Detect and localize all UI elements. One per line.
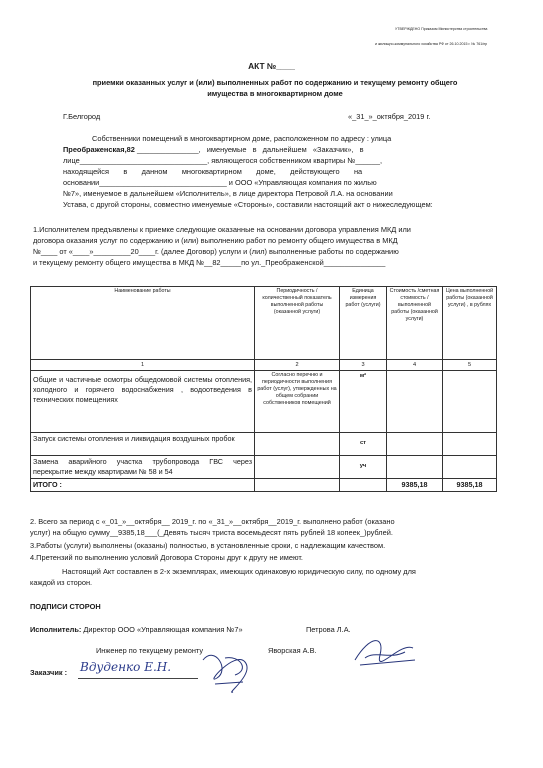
intro-line-4: находящейся в данном многоквартирном доме, действующего на [63, 167, 363, 176]
total-cost: 9385,18 [387, 479, 443, 492]
work-name: Замена аварийного участка трубопровода ГВС через перекрытие между квартирами № 58 и 54 [31, 456, 255, 479]
work-periodicity: Согласно перечню и периодичности выполнения работ (услуг), утвержденных на общем собрании собственников помещений [255, 371, 340, 433]
city: Г.Белгород [63, 112, 101, 121]
intro-line-2: Преображенская,82 _______________, именуемые в дальнейшем «Заказчик», в [63, 145, 364, 154]
customer-signature-line [78, 678, 198, 679]
table-row [31, 433, 497, 456]
clause2-line-1: 2. Всего за период с «_01_»__октября__ 2019_г. по «_31_»__октября__2019_г. выполнено работ (оказано [30, 517, 395, 526]
table-total-row [31, 479, 497, 492]
work-unit: м² [340, 371, 387, 433]
header-unit: Единица измерения работ (услуги) [340, 287, 387, 360]
work-price [443, 371, 497, 433]
table-row [31, 456, 497, 479]
intro-line-1: Собственники помещений в многоквартирном доме, расположенном по адресу : улица [92, 134, 392, 143]
clause1-line-2: договора оказания услуг по содержанию и (или) выполнению работ по ремонту общего имущества в МКД [33, 236, 398, 245]
work-price [443, 456, 497, 479]
intro-line-6: №7», именуемое в дальнейшем «Исполнитель», в лице директора Петровой Л.А. на основании [63, 189, 393, 198]
header-price: Цена выполненной работы (оказанной услуги) , в рублях [443, 287, 497, 360]
signature-scribble-director [345, 630, 425, 670]
act-subtitle-1: приемки оказанных услуг и (или) выполненных работ по содержанию и текущему ремонту общего [92, 78, 458, 87]
clause1-line-3: №____ от «____»_________20____г. (далее Договор) услуги и (лил) выполненные работы по содержанию [33, 247, 399, 256]
executor-text: Директор ООО «Управляющая компания №7» [83, 625, 243, 634]
work-periodicity [255, 433, 340, 456]
total-label: ИТОГО : [31, 479, 255, 492]
work-unit: ст [340, 433, 387, 456]
executor-line [30, 625, 243, 636]
clause2-line-2: услуг) на общую сумму__9385,18___(_Девять тысяч триста восемьдесят пять рублей 18 копеек_)рублей. [30, 528, 393, 537]
engineer-name: Яворская А.В. [268, 646, 317, 655]
table-header-row [31, 287, 497, 360]
clause4: 4.Претензий по выполнению условий Договора Стороны друг к другу не имеют. [30, 553, 303, 562]
work-name: Запуск системы отопления и ликвидация воздушных пробок [31, 433, 255, 456]
executor-label: Исполнитель: [30, 625, 82, 634]
closing-line-1: Настоящий Акт составлен в 2-х экземплярах, имеющих одинаковую юридическую силу, по одному для [62, 567, 416, 576]
works-table [30, 286, 497, 492]
work-periodicity [255, 456, 340, 479]
clause1-line-4: и текущему ремонту общего имущества в МКД №__82_____по ул._Преображенской_______________ [33, 258, 386, 267]
total-price: 9385,18 [443, 479, 497, 492]
clause1-line-1: 1.Исполнителем предъявлены к приемке следующие оказанные на основании договора управления МКД или [33, 225, 411, 234]
executor-name: Петрова Л.А. [306, 625, 351, 634]
intro-line-7: Устава, с другой стороны, совместно именуемые «Стороны», составили настоящий акт о нижеследующем: [63, 200, 433, 209]
work-price [443, 433, 497, 456]
approval-line-1: УТВЕРЖДЕНО Приказом Министерства строительства [395, 27, 488, 31]
act-title: АКТ №____ [248, 61, 295, 71]
header-work-name: Наименование работы [31, 287, 255, 360]
table-row [31, 371, 497, 433]
signature-scribble-engineer [195, 640, 275, 700]
intro-line-5: основании_______________________________ и ООО «Управляющая компания по жилью [63, 178, 377, 187]
header-periodicity: Периодичность /количественный показатель выполненной работы (оказанной услуги) [255, 287, 340, 360]
table-number-row: 1 2 3 4 5 [31, 360, 497, 371]
work-cost [387, 456, 443, 479]
engineer-text: Инженер по текущему ремонту [96, 646, 204, 655]
closing-line-2: каждой из сторон. [30, 578, 93, 587]
work-cost [387, 433, 443, 456]
work-unit: уч [340, 456, 387, 479]
intro-line-3: лице_______________________________, являющегося собственником квартиры №______, [63, 156, 383, 165]
header-cost: Стоимость /сметная стоимость / выполненной работы (оказанной услуги) [387, 287, 443, 360]
address-street: Преображенская,82 [63, 145, 135, 154]
act-date: «_31_»_октября_2019 г. [348, 112, 431, 121]
clause3: 3.Работы (услуги) выполнены (оказаны) полностью, в установленные сроки, с надлежащим качеством. [30, 541, 386, 550]
approval-line-2: и жилищно-коммунального хозяйства РФ от 26.10.2015 г. № 761/пр [375, 42, 488, 46]
customer-label: Заказчик : [30, 668, 68, 677]
signatures-heading: ПОДПИСИ СТОРОН [30, 602, 101, 611]
work-cost [387, 371, 443, 433]
work-name: Общие и частичные осмотры общедомовой системы отопления, холодного и горячего водоснабжения , водоотведения в технических помещениях [31, 371, 255, 433]
customer-handwriting: Вдуденко Е.Н. [80, 660, 172, 674]
act-subtitle-2: имущества в многоквартирном доме [207, 89, 343, 98]
